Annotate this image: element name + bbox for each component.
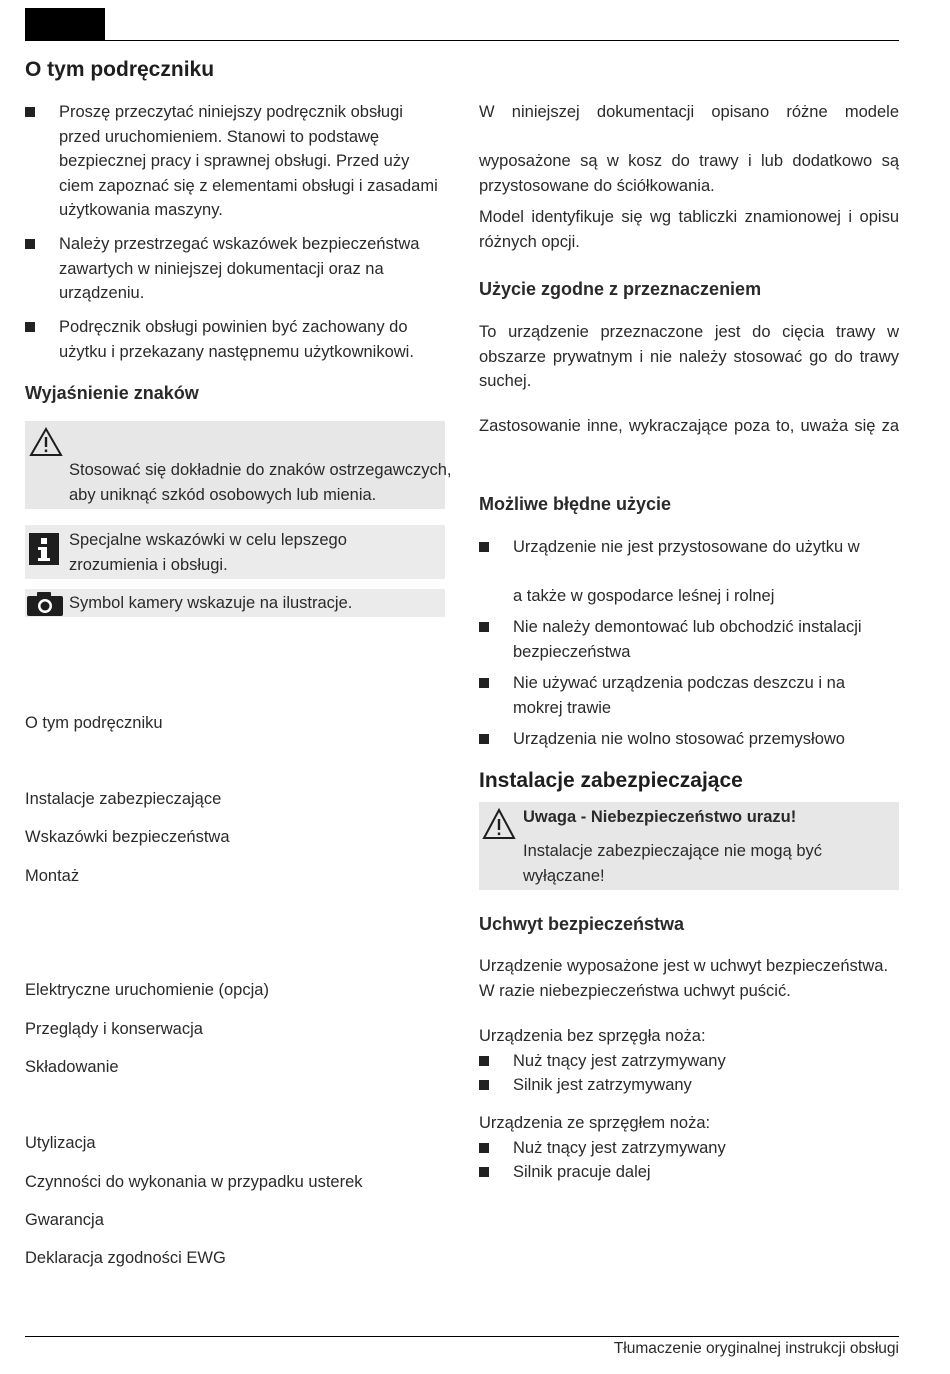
misuse-bullet-1-continuation: a także w gospodarce leśnej i rolnej: [513, 587, 775, 605]
subheading-safety-handle: Uchwyt bezpieczeństwa: [479, 914, 685, 934]
bullet-square-icon: [479, 678, 489, 688]
intended-use-paragraph: To urządzenie przeznaczone jest do cięcia trawy w obszarze prywatnym i nie należy stosować go do trawy suchej.: [479, 323, 899, 390]
clutch-label: Urządzenia ze sprzęgłem noża:: [479, 1114, 711, 1132]
warning-text-line-1: Stosować się dokładnie do znaków ostrzegawczych,: [69, 461, 452, 479]
toc-item-safety-devices: Instalacje zabezpieczające: [25, 790, 222, 808]
info-text-line-2: zrozumienia i obsługi.: [69, 555, 228, 574]
bullet-square-icon: [25, 107, 35, 117]
warning-text-line-2: aby uniknąć szkód osobowych lub mienia.: [69, 485, 377, 504]
toc-item-assembly: Montaż: [25, 867, 80, 885]
misuse-bullet-2: Nie należy demontować lub obchodzić instalacji bezpieczeństwa: [479, 615, 899, 664]
bullet-read-manual: Proszę przeczytać niniejszy podręcznik obsługi przed uruchomieniem. Stanowi to podstawę bezpiecznej pracy i sprawnej obsługi. Przed uży ciem zapoznać się z elementami obsługi i zasadami użytkowania maszyny.: [25, 100, 445, 223]
warning-sign-box: [25, 421, 452, 509]
bullet-square-icon: [479, 734, 489, 744]
caution-text-line-1: Instalacje zabezpieczające nie mogą być: [523, 842, 823, 860]
no-clutch-item-1: Nuż tnący jest zatrzymywany: [479, 1049, 899, 1074]
safety-handle-paragraph: Urządzenie wyposażone jest w uchwyt bezpieczeństwa. W razie niebezpieczeństwa uchwyt puścić.: [479, 957, 889, 1000]
toc-item-troubleshooting: Czynności do wykonania w przypadku usterek: [25, 1173, 363, 1191]
camera-sign-box: [25, 589, 445, 617]
footer-text: Tłumaczenie oryginalnej instrukcji obsługi: [613, 1340, 899, 1357]
caution-box: [479, 802, 899, 890]
no-clutch-item-2: Silnik jest zatrzymywany: [479, 1073, 899, 1098]
misuse-bullet-3: Nie używać urządzenia podczas deszczu i na mokrej trawie: [479, 671, 899, 720]
section-title-safety-devices: Instalacje zabezpieczające: [479, 769, 743, 792]
bullet-square-icon: [479, 1080, 489, 1090]
header-rule: [25, 40, 899, 41]
subheading-misuse: Możliwe błędne użycie: [479, 494, 672, 514]
clutch-item-2: Silnik pracuje dalej: [479, 1160, 899, 1185]
no-clutch-label: Urządzenia bez sprzęgła noża:: [479, 1027, 706, 1045]
bullet-square-icon: [479, 1167, 489, 1177]
caution-text-line-2: wyłączane!: [523, 866, 605, 885]
bullet-square-icon: [479, 542, 489, 552]
toc-item-warranty: Gwarancja: [25, 1211, 104, 1229]
toc-item-disposal: Utylizacja: [25, 1134, 96, 1152]
header-page-number-block: [25, 8, 105, 40]
intro-line-1: W niniejszej dokumentacji opisano różne modele: [479, 103, 899, 121]
caution-title: Uwaga - Niebezpieczeństwo urazu!: [523, 808, 797, 826]
bullet-keep-manual: Podręcznik obsługi powinien być zachowany do użytku i przekazany następnemu użytkownikowi.: [25, 315, 445, 364]
info-icon: [29, 533, 59, 565]
toc-item-storage: Składowanie: [25, 1058, 119, 1076]
toc-item-safety-instructions: Wskazówki bezpieczeństwa: [25, 828, 230, 846]
toc-item-about-manual: O tym podręczniku: [25, 714, 163, 732]
toc-item-maintenance: Przeglądy i konserwacja: [25, 1020, 203, 1038]
bullet-square-icon: [479, 622, 489, 632]
bullet-square-icon: [25, 239, 35, 249]
warning-triangle-icon: [482, 808, 516, 840]
subheading-intended-use: Użycie zgodne z przeznaczeniem: [479, 279, 762, 299]
warning-triangle-icon: [29, 427, 63, 457]
camera-text: Symbol kamery wskazuje na ilustracje.: [69, 594, 353, 612]
bullet-safety-notes: Należy przestrzegać wskazówek bezpieczeństwa zawartych w niniejszej dokumentacji oraz na urządzeniu.: [25, 232, 445, 306]
other-use-paragraph: Zastosowanie inne, wykraczające poza to, uważa się za: [479, 417, 899, 435]
misuse-bullet-1: Urządzenie nie jest przystosowane do użytku w: [479, 535, 899, 560]
section-title-about-manual: O tym podręczniku: [25, 58, 215, 81]
toc-item-ec-declaration: Deklaracja zgodności EWG: [25, 1249, 226, 1267]
intro-paragraph-2: wyposażone są w kosz do trawy i lub dodatkowo są przystosowane do ściółkowania.: [479, 152, 899, 195]
camera-icon: [27, 592, 63, 616]
subheading-signs: Wyjaśnienie znaków: [25, 383, 199, 403]
intro-paragraph-3: Model identyfikuje się wg tabliczki znamionowej i opisu różnych opcji.: [479, 208, 899, 251]
clutch-item-1: Nuż tnący jest zatrzymywany: [479, 1136, 899, 1161]
info-sign-box: [25, 525, 445, 579]
toc-item-electric-start: Elektryczne uruchomienie (opcja): [25, 981, 269, 999]
bullet-square-icon: [479, 1143, 489, 1153]
bullet-square-icon: [479, 1056, 489, 1066]
info-text-line-1: Specjalne wskazówki w celu lepszego: [69, 531, 347, 549]
bullet-square-icon: [25, 322, 35, 332]
misuse-bullet-4: Urządzenia nie wolno stosować przemysłowo: [479, 727, 899, 752]
